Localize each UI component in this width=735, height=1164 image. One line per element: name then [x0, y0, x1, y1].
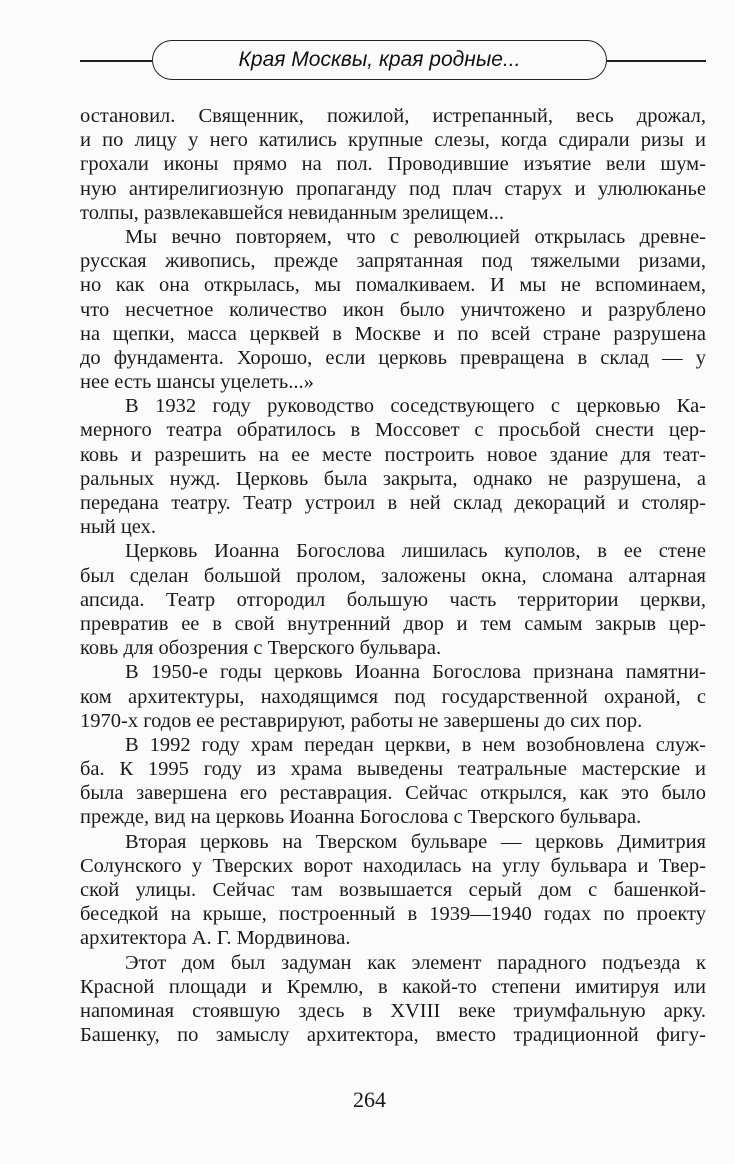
page-number-text: 264 [353, 1087, 386, 1112]
text-line: ба. К 1995 году из храма выведены театральные мастерские и [80, 758, 706, 781]
text-line: апсида. Театр отгородил большую часть территории церкви, [80, 588, 706, 611]
paragraph [80, 830, 706, 951]
text-line: Башенку, по замыслу архитектора, вместо традиционной фигу- [80, 1024, 706, 1047]
text-line: мерного театра обратилось в Моссовет с просьбой снести цер- [80, 419, 706, 442]
text-line: Солунского у Тверских ворот находилась на углу бульвара и Твер- [80, 854, 706, 877]
text-line: ской улицы. Сейчас там возвышается серый дом с башенкой- [80, 879, 706, 901]
text-line: нее есть шансы уцелеть...» [80, 371, 314, 394]
text-line: ральных нужд. Церковь была закрыта, однако не разрушена, а [80, 467, 706, 490]
paragraph [80, 733, 706, 830]
running-header-title: Края Москвы, края родные... [238, 48, 521, 71]
paragraph [80, 539, 706, 660]
text-line: остановил. Священник, пожилой, истрепанный, весь дрожал, [80, 105, 706, 127]
text-line: но как она открылась, мы помалкиваем. И мы не вспоминаем, [80, 274, 706, 297]
text-line: Красной площади и Кремлю, в какой-то степени имитируя или [80, 975, 706, 998]
paragraph [80, 104, 706, 225]
text-line: В 1950-е годы церковь Иоанна Богослова признана памятни- [125, 661, 706, 684]
text-line: ную антирелигиозную пропаганду под плач старух и улюлюканье [80, 177, 706, 200]
text-line: был сделан большой пролом, заложены окна, сломана алтарная [80, 564, 706, 587]
paragraph [80, 660, 706, 733]
text-line: до фундамента. Хорошо, если церковь превращена в склад — у [80, 346, 706, 369]
text-line: толпы, развлекавшейся невиданным зрелищем... [80, 201, 504, 224]
text-line: ковь для обозрения с Тверского бульвара. [80, 637, 442, 660]
text-line: что несчетное количество икон было уничтожено и разрублено [80, 298, 706, 321]
header-frame [152, 40, 607, 80]
text-line: была завершена его реставрация. Сейчас открылся, как это было [80, 782, 706, 805]
page-number [0, 1087, 735, 1113]
header-rule-right [607, 60, 706, 62]
text-line: В 1932 году руководство соседствующего с церковью Ка- [125, 395, 706, 418]
text-line: Мы вечно повторяем, что с революцией открылась древне- [125, 225, 706, 248]
paragraph [80, 951, 706, 1048]
text-line: и по лицу у него катились крупные слезы, когда сдирали ризы и [80, 129, 706, 152]
text-line: на щепки, масса церквей в Москве и по всей стране разрушена [80, 322, 706, 345]
text-line: превратив ее в свой внутренний двор и тем самым закрыв цер- [80, 612, 706, 635]
text-line: Этот дом был задуман как элемент парадного подъезда к [125, 951, 706, 974]
paragraph [80, 225, 706, 394]
text-line: Вторая церковь на Тверском бульваре — церковь Димитрия [125, 830, 706, 853]
header-rule-left [80, 60, 152, 62]
text-line: Церковь Иоанна Богослова лишилась куполов, в ее стене [125, 540, 706, 563]
text-line: ковь и разрешить на ее месте построить новое здание для теат- [80, 443, 706, 466]
page-body-text [80, 104, 706, 1047]
text-line: ный цех. [80, 516, 157, 539]
text-line: архитектора А. Г. Мордвинова. [80, 927, 351, 950]
text-line: ком архитектуры, находящимся под государственной охраной, с [80, 685, 706, 708]
paragraph [80, 394, 706, 539]
text-line: напоминая стоявшую здесь в XVIII веке триумфальную арку. [80, 999, 706, 1022]
text-line: грохали иконы прямо на пол. Проводившие изъятие вели шум- [80, 153, 706, 176]
text-line: русская живопись, прежде запрятанная под тяжелыми ризами, [80, 250, 706, 273]
text-line: В 1992 году храм передан церкви, в нем возобновлена служ- [125, 733, 706, 756]
text-line: передана театру. Театр устроил в ней склад декораций и столяр- [80, 492, 706, 514]
text-line: прежде, вид на церковь Иоанна Богослова с Тверского бульвара. [80, 806, 642, 829]
text-line: 1970-х годов ее реставрируют, работы не завершены до сих пор. [80, 709, 643, 732]
text-line: беседкой на крыше, построенный в 1939—1940 годах по проекту [80, 903, 706, 926]
